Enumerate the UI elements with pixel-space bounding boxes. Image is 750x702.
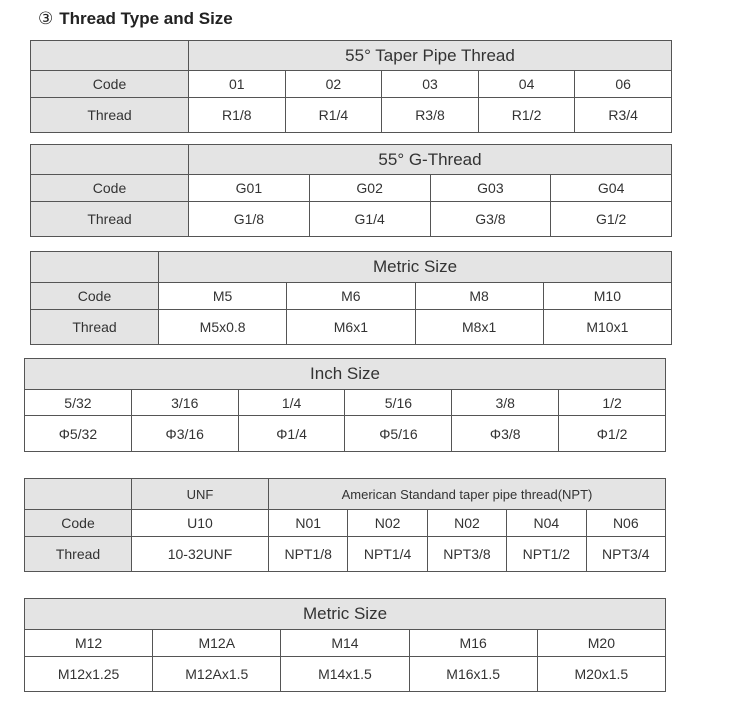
metric-size-table (30, 251, 672, 345)
thread-cell: R3/4 (575, 98, 672, 133)
thread-cell: R1/8 (189, 98, 286, 133)
code-cell: N02 (427, 510, 506, 537)
metric-size-large-table (24, 598, 666, 692)
blank-cell (31, 252, 159, 283)
thread-cell: G1/2 (551, 202, 672, 237)
blank-cell (25, 479, 132, 510)
table-header: Metric Size (25, 599, 666, 630)
code-cell: G03 (430, 175, 551, 202)
row-label-code: Code (25, 510, 132, 537)
thread-cell: NPT1/2 (507, 537, 586, 572)
thread-cell: R1/4 (285, 98, 382, 133)
thread-cell: NPT3/8 (427, 537, 506, 572)
code-cell: 3/8 (452, 390, 559, 416)
code-cell: M14 (281, 630, 409, 657)
row-label-code: Code (31, 71, 189, 98)
code-cell: 01 (189, 71, 286, 98)
g-thread-table (30, 144, 672, 237)
unf-npt-table (24, 478, 666, 572)
row-label-thread: Thread (31, 202, 189, 237)
thread-cell: M12x1.25 (25, 657, 153, 692)
code-cell: 1/2 (559, 390, 666, 416)
npt-header: American Standand taper pipe thread(NPT) (269, 479, 666, 510)
table-header: Inch Size (25, 359, 666, 390)
code-cell: 02 (285, 71, 382, 98)
code-cell: 3/16 (131, 390, 238, 416)
thread-cell: 10-32UNF (132, 537, 269, 572)
blank-cell (31, 41, 189, 71)
thread-cell: NPT3/4 (586, 537, 665, 572)
code-cell: N01 (269, 510, 348, 537)
thread-cell: Φ1/2 (559, 416, 666, 452)
section-title (38, 9, 233, 29)
code-cell: U10 (132, 510, 269, 537)
thread-cell: Φ5/32 (25, 416, 132, 452)
thread-cell: G1/4 (309, 202, 430, 237)
row-label-code: Code (31, 283, 159, 310)
code-cell: 03 (382, 71, 479, 98)
thread-cell: R1/2 (478, 98, 575, 133)
row-label-thread: Thread (31, 310, 159, 345)
code-cell: M12A (153, 630, 281, 657)
code-cell: M16 (409, 630, 537, 657)
section-number: ③ (38, 9, 54, 28)
thread-cell: G1/8 (189, 202, 310, 237)
table-header: Metric Size (159, 252, 672, 283)
code-cell: 06 (575, 71, 672, 98)
code-cell: M6 (287, 283, 415, 310)
thread-cell: Φ3/16 (131, 416, 238, 452)
thread-cell: M14x1.5 (281, 657, 409, 692)
code-cell: 1/4 (238, 390, 345, 416)
thread-cell: Φ3/8 (452, 416, 559, 452)
thread-cell: M10x1 (543, 310, 671, 345)
thread-cell: M20x1.5 (537, 657, 665, 692)
code-cell: 5/32 (25, 390, 132, 416)
unf-header: UNF (132, 479, 269, 510)
thread-cell: NPT1/4 (348, 537, 427, 572)
code-cell: N02 (348, 510, 427, 537)
thread-cell: M5x0.8 (159, 310, 287, 345)
table-header: 55° Taper Pipe Thread (189, 41, 672, 71)
thread-cell: Φ1/4 (238, 416, 345, 452)
code-cell: M12 (25, 630, 153, 657)
code-cell: G04 (551, 175, 672, 202)
code-cell: N06 (586, 510, 665, 537)
code-cell: M8 (415, 283, 543, 310)
inch-size-table (24, 358, 666, 452)
thread-cell: R3/8 (382, 98, 479, 133)
taper-pipe-thread-table (30, 40, 672, 133)
code-cell: M5 (159, 283, 287, 310)
thread-cell: M12Ax1.5 (153, 657, 281, 692)
thread-cell: G3/8 (430, 202, 551, 237)
code-cell: 5/16 (345, 390, 452, 416)
thread-cell: M8x1 (415, 310, 543, 345)
code-cell: N04 (507, 510, 586, 537)
code-cell: M10 (543, 283, 671, 310)
row-label-thread: Thread (31, 98, 189, 133)
section-title-text: Thread Type and Size (59, 9, 233, 28)
code-cell: 04 (478, 71, 575, 98)
thread-cell: M6x1 (287, 310, 415, 345)
row-label-code: Code (31, 175, 189, 202)
row-label-thread: Thread (25, 537, 132, 572)
table-header: 55° G-Thread (189, 145, 672, 175)
code-cell: M20 (537, 630, 665, 657)
blank-cell (31, 145, 189, 175)
code-cell: G02 (309, 175, 430, 202)
thread-cell: Φ5/16 (345, 416, 452, 452)
thread-cell: NPT1/8 (269, 537, 348, 572)
thread-cell: M16x1.5 (409, 657, 537, 692)
code-cell: G01 (189, 175, 310, 202)
